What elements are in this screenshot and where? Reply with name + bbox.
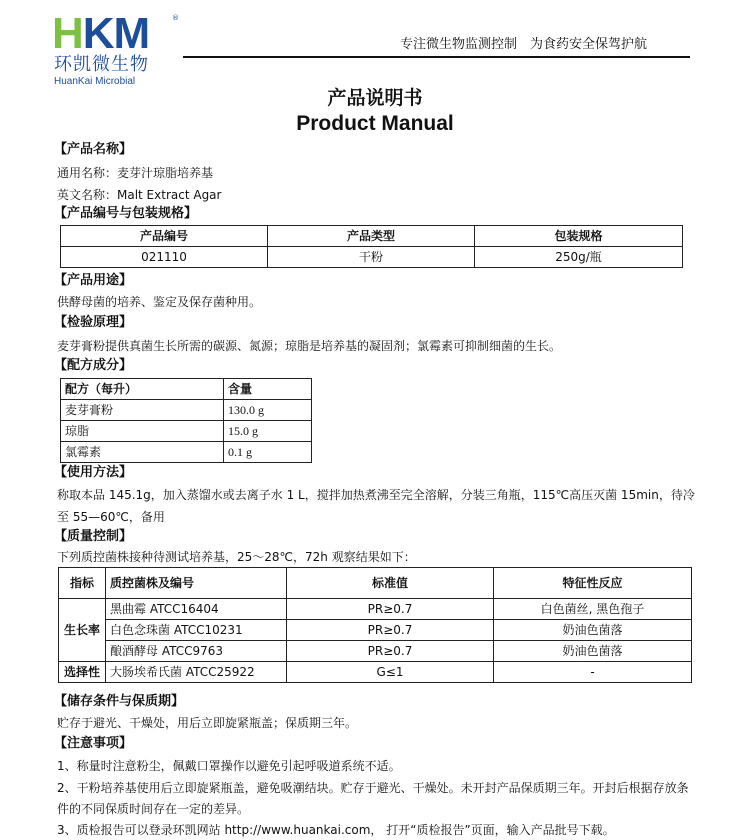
slogan: 专注微生物监测控制 为食药安全保驾护航 (400, 37, 648, 52)
product-code: 021110 (61, 247, 268, 268)
reaction: 奶油色菌落 (494, 620, 692, 641)
heading-method: 【使用方法】 (54, 465, 133, 480)
ingredient: 氯霉素 (61, 442, 224, 463)
th: 特征性反应 (494, 568, 692, 599)
header-divider (183, 56, 690, 58)
title-en: Product Manual (296, 112, 454, 135)
standard: PR≥0.7 (287, 641, 494, 662)
logo-cn: 环凯微生物 (54, 54, 149, 75)
heading-pack: 【产品编号与包装规格】 (54, 206, 198, 221)
heading-notes: 【注意事项】 (54, 736, 133, 751)
principle-text: 麦芽膏粉提供真菌生长所需的碳源、氮源；琼脂是培养基的凝固剂；氯霉素可抑制细菌的生长。 (57, 339, 562, 353)
amount: 15.0 g (224, 421, 312, 442)
qc-table (58, 567, 692, 683)
reaction: 奶油色菌落 (494, 641, 692, 662)
th: 包装规格 (475, 226, 683, 247)
group-growth: 生长率 (59, 599, 106, 662)
strain: 白色念珠菌 ATCC10231 (106, 620, 287, 641)
logo-en: HuanKai Microbial (54, 76, 136, 87)
heading-storage: 【储存条件与保质期】 (54, 694, 185, 709)
heading-formula: 【配方成分】 (54, 358, 133, 373)
qc-intro: 下列质控菌株接种待测试培养基，25～28℃，72h 观察结果如下： (57, 550, 416, 564)
pack-table (60, 225, 683, 268)
product-type: 干粉 (268, 247, 475, 268)
method-line1: 称取本品 145.1g，加入蒸馏水或去离子水 1 L，搅拌加热煮沸至完全溶解，分装三角瓶，115℃高压灭菌 15min，待冷 (57, 488, 695, 502)
amount: 130.0 g (224, 400, 312, 421)
heading-name: 【产品名称】 (54, 142, 133, 157)
th: 产品编号 (61, 226, 268, 247)
formula-table (60, 378, 312, 463)
th: 含量 (224, 379, 312, 400)
heading-use: 【产品用途】 (54, 273, 133, 288)
use-text: 供酵母菌的培养、鉴定及保存菌种用。 (57, 295, 262, 309)
standard: G≤1 (287, 662, 494, 683)
note-2a: 2、干粉培养基使用后立即旋紧瓶盖，避免吸潮结块。贮存于避光、干燥处。未开封产品保质期三年。开封后根据存放条 (57, 781, 689, 795)
ingredient: 琼脂 (61, 421, 224, 442)
th: 标准值 (287, 568, 494, 599)
strain: 黑曲霉 ATCC16404 (106, 599, 287, 620)
logo: HKM (52, 9, 150, 58)
reaction: - (494, 662, 692, 683)
package-spec: 250g/瓶 (475, 247, 683, 268)
title-cn: 产品说明书 (327, 87, 423, 109)
group-selectivity: 选择性 (59, 662, 106, 683)
method-line2: 至 55—60℃，备用 (57, 510, 165, 524)
note-3: 3、质检报告可以登录环凯网站 http://www.huankai.com， 打开“质检报告”页面，输入产品批号下载。 (57, 823, 615, 837)
reaction: 白色菌丝, 黑色孢子 (494, 599, 692, 620)
standard: PR≥0.7 (287, 599, 494, 620)
heading-qc: 【质量控制】 (54, 529, 133, 544)
th: 质控菌株及编号 (106, 568, 287, 599)
standard: PR≥0.7 (287, 620, 494, 641)
strain: 酿酒酵母 ATCC9763 (106, 641, 287, 662)
amount: 0.1 g (224, 442, 312, 463)
ingredient: 麦芽膏粉 (61, 400, 224, 421)
heading-principle: 【检验原理】 (54, 315, 133, 330)
storage-text: 贮存于避光、干燥处，用后立即旋紧瓶盖；保质期三年。 (57, 716, 358, 730)
note-2b: 件的不同保质时间存在一定的差异。 (57, 802, 250, 816)
th: 产品类型 (268, 226, 475, 247)
english-name: 英文名称：Malt Extract Agar (57, 188, 222, 202)
registered-mark: ® (172, 14, 179, 22)
common-name: 通用名称：麦芽汁琼脂培养基 (57, 166, 214, 180)
strain: 大肠埃希氏菌 ATCC25922 (106, 662, 287, 683)
th: 指标 (59, 568, 106, 599)
th: 配方（每升） (61, 379, 224, 400)
note-1: 1、称量时注意粉尘，佩戴口罩操作以避免引起呼吸道系统不适。 (57, 759, 401, 773)
